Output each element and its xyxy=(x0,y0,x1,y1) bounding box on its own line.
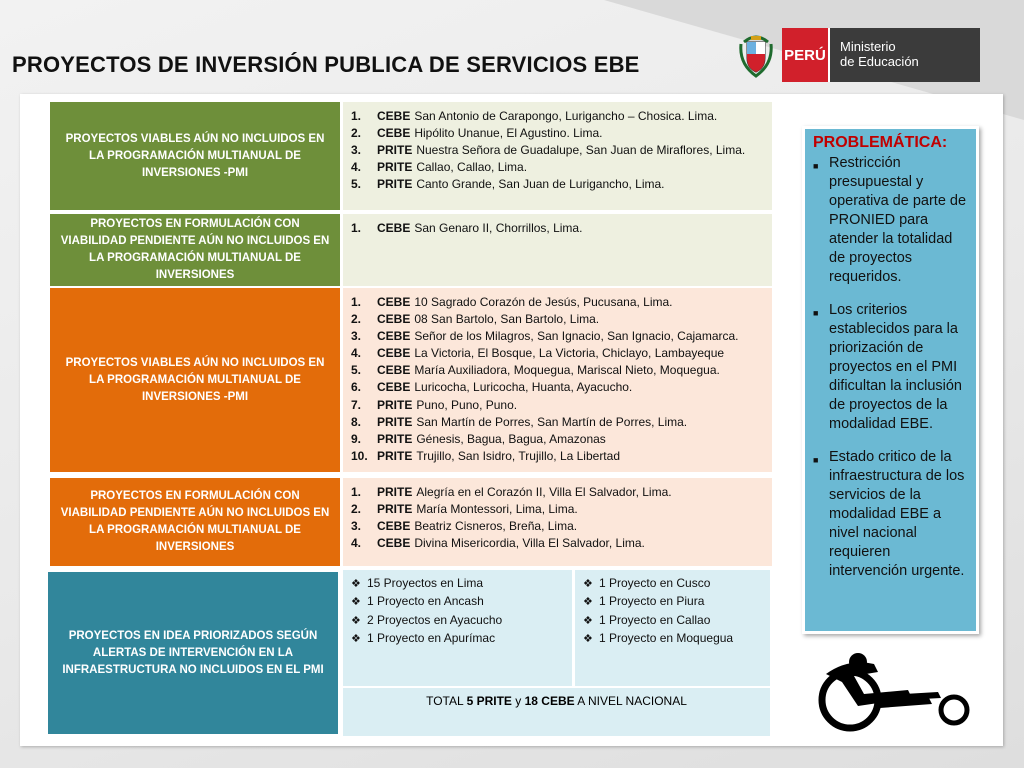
wheelchair-athlete-icon xyxy=(808,648,974,732)
list-item: 1. CEBE 10 Sagrado Corazón de Jesús, Pucusana, Lima. xyxy=(351,295,673,309)
list-item: ❖ 15 Proyectos en Lima xyxy=(351,575,564,593)
priority-list-right xyxy=(575,570,770,686)
square-bullet-icon: ■ xyxy=(813,308,819,318)
problematica-item: ■ Estado critico de la infraestructura de los servicios de la modalidad EBE a nivel nacional requieren intervención urgente. xyxy=(813,449,965,579)
list-item: ❖ 1 Proyecto en Ancash xyxy=(351,593,564,611)
page-title: PROYECTOS DE INVERSIÓN PUBLICA DE SERVICIOS EBE xyxy=(12,52,640,77)
row-1-label: PROYECTOS VIABLES AÚN NO INCLUIDOS EN LA PROGRAMACIÓN MULTIANUAL DE INVERSIONES -PMI xyxy=(50,102,340,210)
diamond-bullet-icon: ❖ xyxy=(351,578,361,590)
list-item: 2. CEBE 08 San Bartolo, San Bartolo, Lima. xyxy=(351,312,600,327)
row-4-list xyxy=(343,478,772,566)
problematica-title: PROBLEMÁTICA: xyxy=(813,134,948,151)
list-item: 6. CEBE Luricocha, Luricocha, Huanta, Ayacucho. xyxy=(351,380,633,395)
list-item: ❖ 1 Proyecto en Piura xyxy=(583,593,762,611)
ministry-name xyxy=(830,28,980,82)
list-item: 1. CEBE San Antonio de Carapongo, Lurigancho – Chosica. Lima. xyxy=(351,109,718,123)
coat-of-arms-icon xyxy=(736,28,776,78)
list-item: 3. PRITE Nuestra Señora de Guadalupe, San Juan de Miraflores, Lima. xyxy=(351,143,746,158)
diamond-bullet-icon: ❖ xyxy=(351,614,361,627)
list-item: 1. PRITE Alegría en el Corazón II, Villa El Salvador, Lima. xyxy=(351,485,672,499)
total-summary: TOTAL 5 PRITE y 18 CEBE A NIVEL NACIONAL xyxy=(343,688,770,736)
list-item: 2. CEBE Hipólito Unanue, El Agustino. Lima. xyxy=(351,126,603,141)
list-item: 9. PRITE Génesis, Bagua, Bagua, Amazonas xyxy=(351,431,606,446)
list-item: ❖ 1 Proyecto en Callao xyxy=(583,612,762,630)
diamond-bullet-icon: ❖ xyxy=(583,596,593,609)
priority-list-left xyxy=(343,570,572,686)
list-item: 5. CEBE María Auxiliadora, Moquegua, Mariscal Nieto, Moquegua. xyxy=(351,363,720,378)
ministry-line-1: Ministerio xyxy=(840,39,896,54)
list-item: 3. CEBE Beatriz Cisneros, Breña, Lima. xyxy=(351,519,578,534)
diamond-bullet-icon: ❖ xyxy=(351,632,361,645)
list-item: 7. PRITE Puno, Puno, Puno. xyxy=(351,397,518,412)
square-bullet-icon: ■ xyxy=(813,161,819,171)
problematica-item: ■ Restricción presupuestal y operativa de parte de PRONIED para atender la totalidad de proyectos requeridos. xyxy=(813,155,967,285)
list-item: 3. CEBE Señor de los Milagros, San Ignacio, San Ignacio, Cajamarca. xyxy=(351,329,739,344)
diamond-bullet-icon: ❖ xyxy=(583,578,593,590)
row-3-list xyxy=(343,288,772,472)
ministry-line-2: de Educación xyxy=(840,54,919,69)
diamond-bullet-icon: ❖ xyxy=(351,596,361,609)
list-item: ❖ 2 Proyectos en Ayacucho xyxy=(351,612,564,630)
peru-label: PERÚ xyxy=(782,28,830,82)
problematica-item: ■ Los criterios establecidos para la priorización de proyectos en el PMI dificultan la inclusión de proyectos de la modalidad EBE. xyxy=(813,302,962,432)
diamond-bullet-icon: ❖ xyxy=(583,614,593,627)
list-item: 10. PRITE Trujillo, San Isidro, Trujillo, La Libertad xyxy=(351,448,620,463)
list-item: 4. CEBE La Victoria, El Bosque, La Victoria, Chiclayo, Lambayeque xyxy=(351,346,725,361)
square-bullet-icon: ■ xyxy=(813,455,819,465)
list-item: 8. PRITE San Martín de Porres, San Martín de Porres, Lima. xyxy=(351,414,688,429)
list-item: ❖ 1 Proyecto en Moquegua xyxy=(583,630,762,648)
row-4-label: PROYECTOS EN FORMULACIÓN CON VIABILIDAD PENDIENTE AÚN NO INCLUIDOS EN LA PROGRAMACIÓN MULTIANUAL DE INVERSIONES xyxy=(50,478,340,566)
problematica-box xyxy=(802,126,979,634)
ministry-logo xyxy=(736,28,980,82)
list-item: 4. PRITE Callao, Callao, Lima. xyxy=(351,160,528,175)
list-item: 5. PRITE Canto Grande, San Juan de Lurigancho, Lima. xyxy=(351,177,665,192)
row-2-label: PROYECTOS EN FORMULACIÓN CON VIABILIDAD PENDIENTE AÚN NO INCLUIDOS EN LA PROGRAMACIÓN MULTIANUAL DE INVERSIONES xyxy=(50,214,340,286)
priority-label: PROYECTOS EN IDEA PRIORIZADOS SEGÚN ALERTAS DE INTERVENCIÓN EN LA INFRAESTRUCTURA NO INCLUIDOS EN EL PMI xyxy=(46,570,340,736)
list-item: 2. PRITE María Montessori, Lima, Lima. xyxy=(351,502,578,517)
diamond-bullet-icon: ❖ xyxy=(583,632,593,645)
row-2-list xyxy=(343,214,772,286)
list-item: 1. CEBE San Genaro II, Chorrillos, Lima. xyxy=(351,221,583,235)
row-1-list xyxy=(343,102,772,210)
row-3-label: PROYECTOS VIABLES AÚN NO INCLUIDOS EN LA PROGRAMACIÓN MULTIANUAL DE INVERSIONES -PMI xyxy=(50,288,340,472)
list-item: ❖ 1 Proyecto en Cusco xyxy=(583,575,762,593)
list-item: ❖ 1 Proyecto en Apurímac xyxy=(351,630,564,648)
list-item: 4. CEBE Divina Misericordia, Villa El Salvador, Lima. xyxy=(351,536,645,551)
